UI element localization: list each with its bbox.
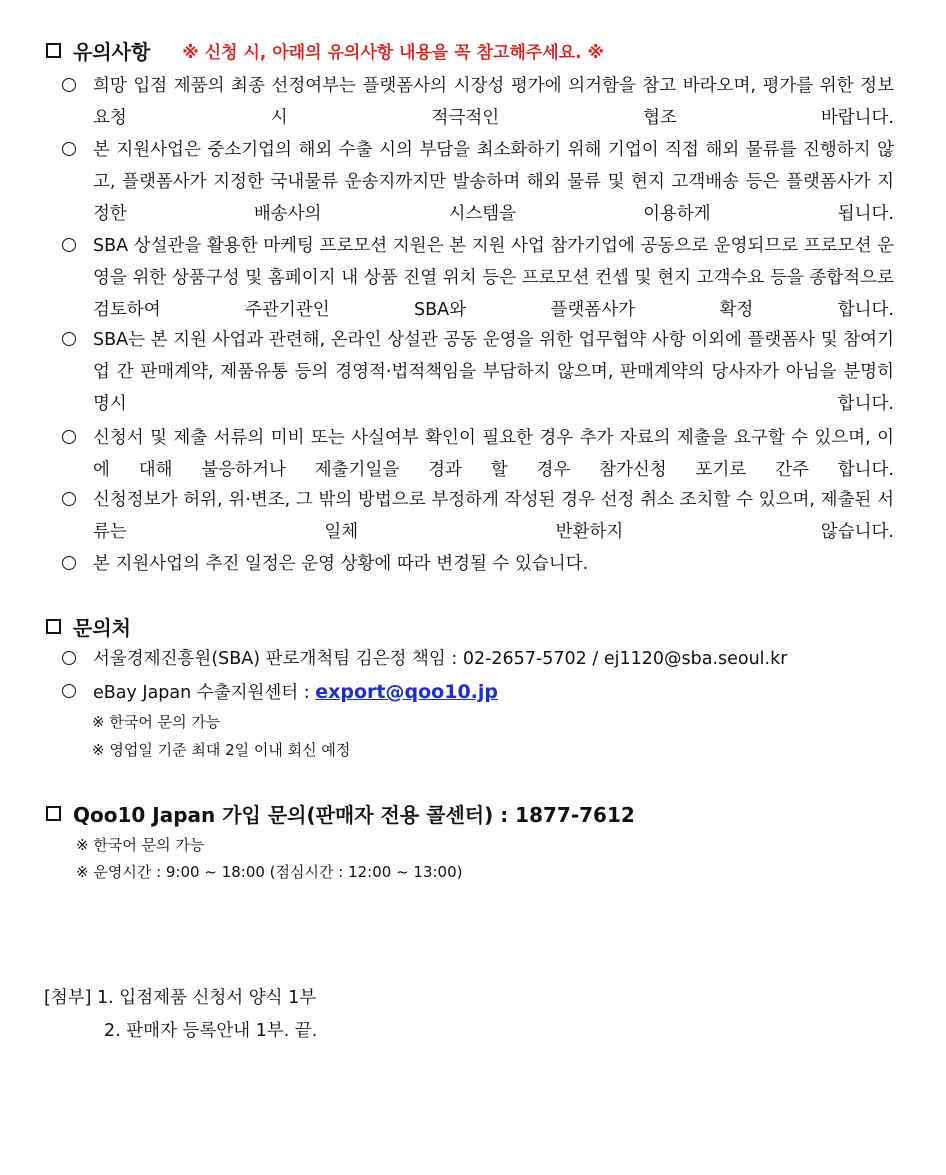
contact-ebay-text — [93, 676, 498, 709]
circle-bullet-icon — [62, 332, 76, 346]
caution-item-text: SBA는 본 지원 사업과 관련해, 온라인 상설관 공동 운영을 위한 업무협약 사항 이외에 플랫폼사 및 참여기업 간 판매계약, 제품유통 등의 경영적·법적책임을 부담하지 않으며, 판매계약의 당사자가 아님을 분명히 명시 합니다. — [93, 330, 894, 414]
caution-heading: 유의사항 — [73, 40, 151, 64]
circle-bullet-icon — [62, 492, 76, 506]
caution-item-text: 희망 입점 제품의 최종 선정여부는 플랫폼사의 시장성 평가에 의거함을 참고 바라오며, 평가를 위한 정보요청 시 적극적인 협조 바랍니다. — [93, 76, 894, 128]
caution-item-text: 본 지원사업은 중소기업의 해외 수출 시의 부담을 최소화하기 위해 기업이 직접 해외 물류를 진행하지 않고, 플랫폼사가 지정한 국내물류 운송지까지만 발송하며 해외 물류 및 현지 고객배송 등은 플랫폼사가 지정한 배송사의 시스템을 이용하게 됩니다. — [93, 140, 894, 224]
circle-bullet-icon — [62, 651, 76, 665]
contact-sba — [62, 643, 787, 675]
checkbox-square-icon — [46, 806, 61, 821]
circle-bullet-icon — [62, 142, 76, 156]
circle-bullet-icon — [62, 78, 76, 92]
caution-item — [62, 324, 894, 420]
circle-bullet-icon — [62, 430, 76, 444]
caution-item-text: 본 지원사업의 추진 일정은 운영 상황에 따라 변경될 수 있습니다. — [93, 554, 589, 574]
circle-bullet-icon — [62, 238, 76, 252]
contact-sba-text: 서울경제진흥원(SBA) 판로개척팀 김은정 책임 : 02-2657-5702 / ej1120@sba.seoul.kr — [93, 649, 788, 669]
checkbox-square-icon — [46, 43, 61, 58]
caution-section-heading — [46, 36, 604, 65]
qoo10-section-heading — [46, 799, 635, 828]
caution-item — [62, 134, 894, 230]
contact-ebay — [62, 676, 498, 709]
caution-notice: ※ 신청 시, 아래의 유의사항 내용을 꼭 참고해주세요. ※ — [182, 43, 605, 63]
inquiry-heading: 문의처 — [73, 616, 131, 640]
export-email-link[interactable]: export@qoo10.jp — [315, 681, 498, 703]
caution-item — [62, 230, 894, 326]
caution-item-text: 신청서 및 제출 서류의 미비 또는 사실여부 확인이 필요한 경우 추가 자료의 제출을 요구할 수 있으며, 이에 대해 불응하거나 제출기일을 경과 할 경우 참가신청 포기로 간주 합니다. — [93, 428, 894, 480]
checkbox-square-icon — [46, 619, 61, 634]
circle-bullet-icon — [62, 556, 76, 570]
caution-item — [62, 70, 894, 134]
caution-item — [62, 484, 894, 548]
inquiry-note-reply: ※ 영업일 기준 최대 2일 이내 회신 예정 — [92, 741, 351, 759]
attachment-line-2: 2. 판매자 등록안내 1부. 끝. — [104, 1021, 318, 1041]
qoo10-note-hours: ※ 운영시간 : 9:00 ~ 18:00 (점심시간 : 12:00 ~ 13:00) — [76, 863, 463, 881]
inquiry-note-korean: ※ 한국어 문의 가능 — [92, 713, 221, 731]
contact-ebay-label: eBay Japan 수출지원센터 : — [93, 683, 310, 703]
caution-item — [62, 422, 894, 486]
caution-item — [62, 548, 894, 580]
inquiry-section-heading — [46, 612, 131, 641]
qoo10-heading: Qoo10 Japan 가입 문의(판매자 전용 콜센터) : 1877-7612 — [73, 803, 635, 827]
circle-bullet-icon — [62, 684, 76, 698]
attachment-line-1: [첨부] 1. 입점제품 신청서 양식 1부 — [44, 988, 317, 1008]
caution-item-text: SBA 상설관을 활용한 마케팅 프로모션 지원은 본 지원 사업 참가기업에 공동으로 운영되므로 프로모션 운영을 위한 상품구성 및 홈페이지 내 상품 진열 위치 등은 프로모션 컨셉 및 현지 고객수요 등을 종합적으로 검토하여 주관기관인 SBA와 플랫폼사가 확정 합니다. — [93, 236, 894, 320]
caution-item-text: 신청정보가 허위, 위·변조, 그 밖의 방법으로 부정하게 작성된 경우 선정 취소 조치할 수 있으며, 제출된 서류는 일체 반환하지 않습니다. — [93, 490, 894, 542]
qoo10-note-korean: ※ 한국어 문의 가능 — [76, 836, 205, 854]
